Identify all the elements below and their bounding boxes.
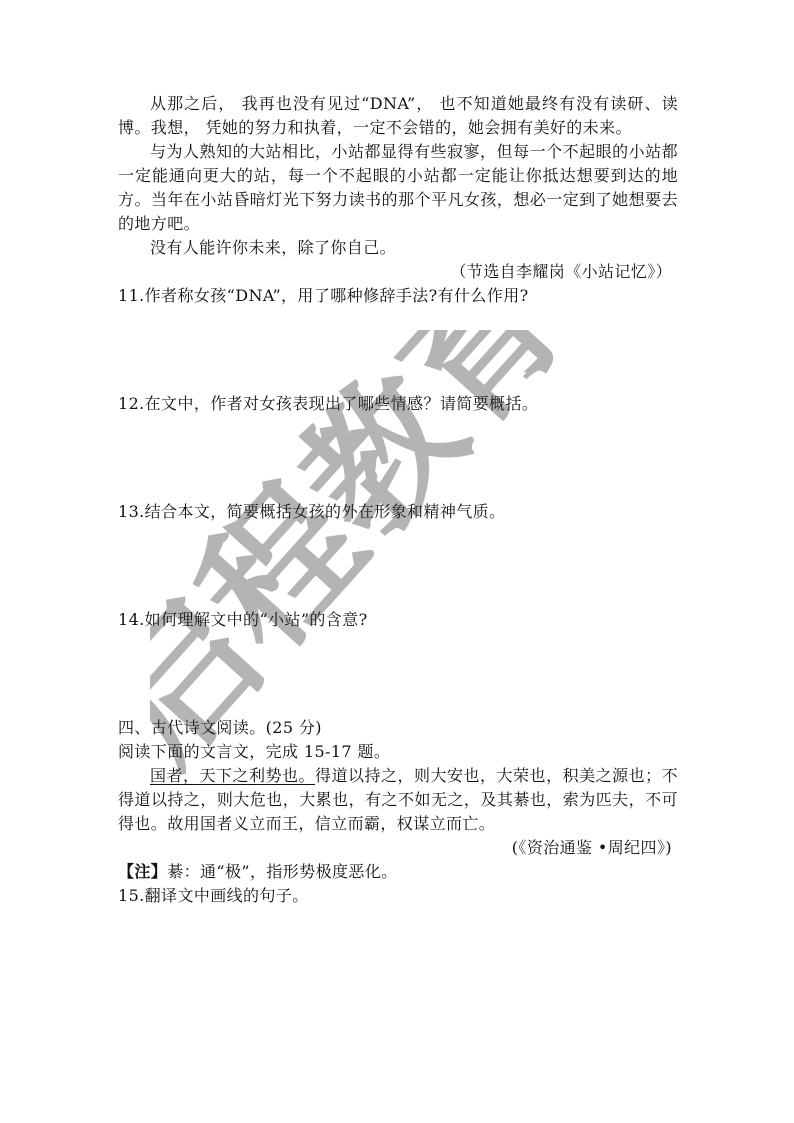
passage-source: （节选自李耀岗《小站记忆》）: [450, 262, 672, 281]
section-4-title: 四、古代诗文阅读。(25 分): [118, 718, 322, 737]
note-text: 綦：通“极”，指形势极度恶化。: [167, 862, 398, 881]
answer-space-11: [118, 308, 678, 392]
answer-space-12: [118, 416, 678, 500]
question-14: 14.如何理解文中的“小站”的含意?: [118, 610, 368, 629]
document-content: [118, 92, 678, 908]
answer-space-13: [118, 524, 678, 608]
question-13: 13.结合本文，简要概括女孩的外在形象和精神气质。: [118, 502, 506, 521]
classical-underlined-sentence: 国者，天下之利势也。: [150, 766, 316, 785]
passage-paragraph-3: 没有人能许你未来，除了你自己。: [150, 238, 397, 257]
question-12: 12.在文中，作者对女孩表现出了哪些情感？请简要概括。: [118, 394, 539, 413]
passage-paragraph-2: 与为人熟知的大站相比，小站都显得有些寂寥，但每一个不起眼的小站都一定能通向更大的站，每一个不起眼的小站都一定能让你抵达想要到达的地方。当年在小站昏暗灯光下努力读书的那个平凡女孩，想必一定到了她想要去的地方吧。: [118, 142, 678, 233]
question-11: 11.作者称女孩“DNA”，用了哪种修辞手法?有什么作用?: [118, 286, 529, 305]
section-4-instruction: 阅读下面的文言文，完成 15-17 题。: [118, 742, 391, 761]
answer-space-14: [118, 632, 678, 716]
annotation-note: [118, 860, 678, 884]
question-15: 15.翻译文中画线的句子。: [118, 886, 309, 905]
passage-paragraph-1: 从那之后， 我再也没有见过“DNA”， 也不知道她最终有没有读研、读博。我想， 凭她的努力和执着，一定不会错的，她会拥有美好的未来。: [118, 94, 678, 137]
classical-text-rest: 得道以持之，则大安也，大荣也，积美之源也；不得道以持之，则大危也，大累也，有之不如无之，及其綦也，索为匹夫，不可得也。故用国者义立而王，信立而霸，权谋立而亡。: [118, 766, 678, 833]
classical-source: (《资治通鉴 •周纪四》): [511, 838, 672, 857]
classical-text: [118, 764, 678, 836]
watermark-text: 启程教育: [150, 330, 599, 795]
note-label: 【注】: [118, 862, 168, 881]
